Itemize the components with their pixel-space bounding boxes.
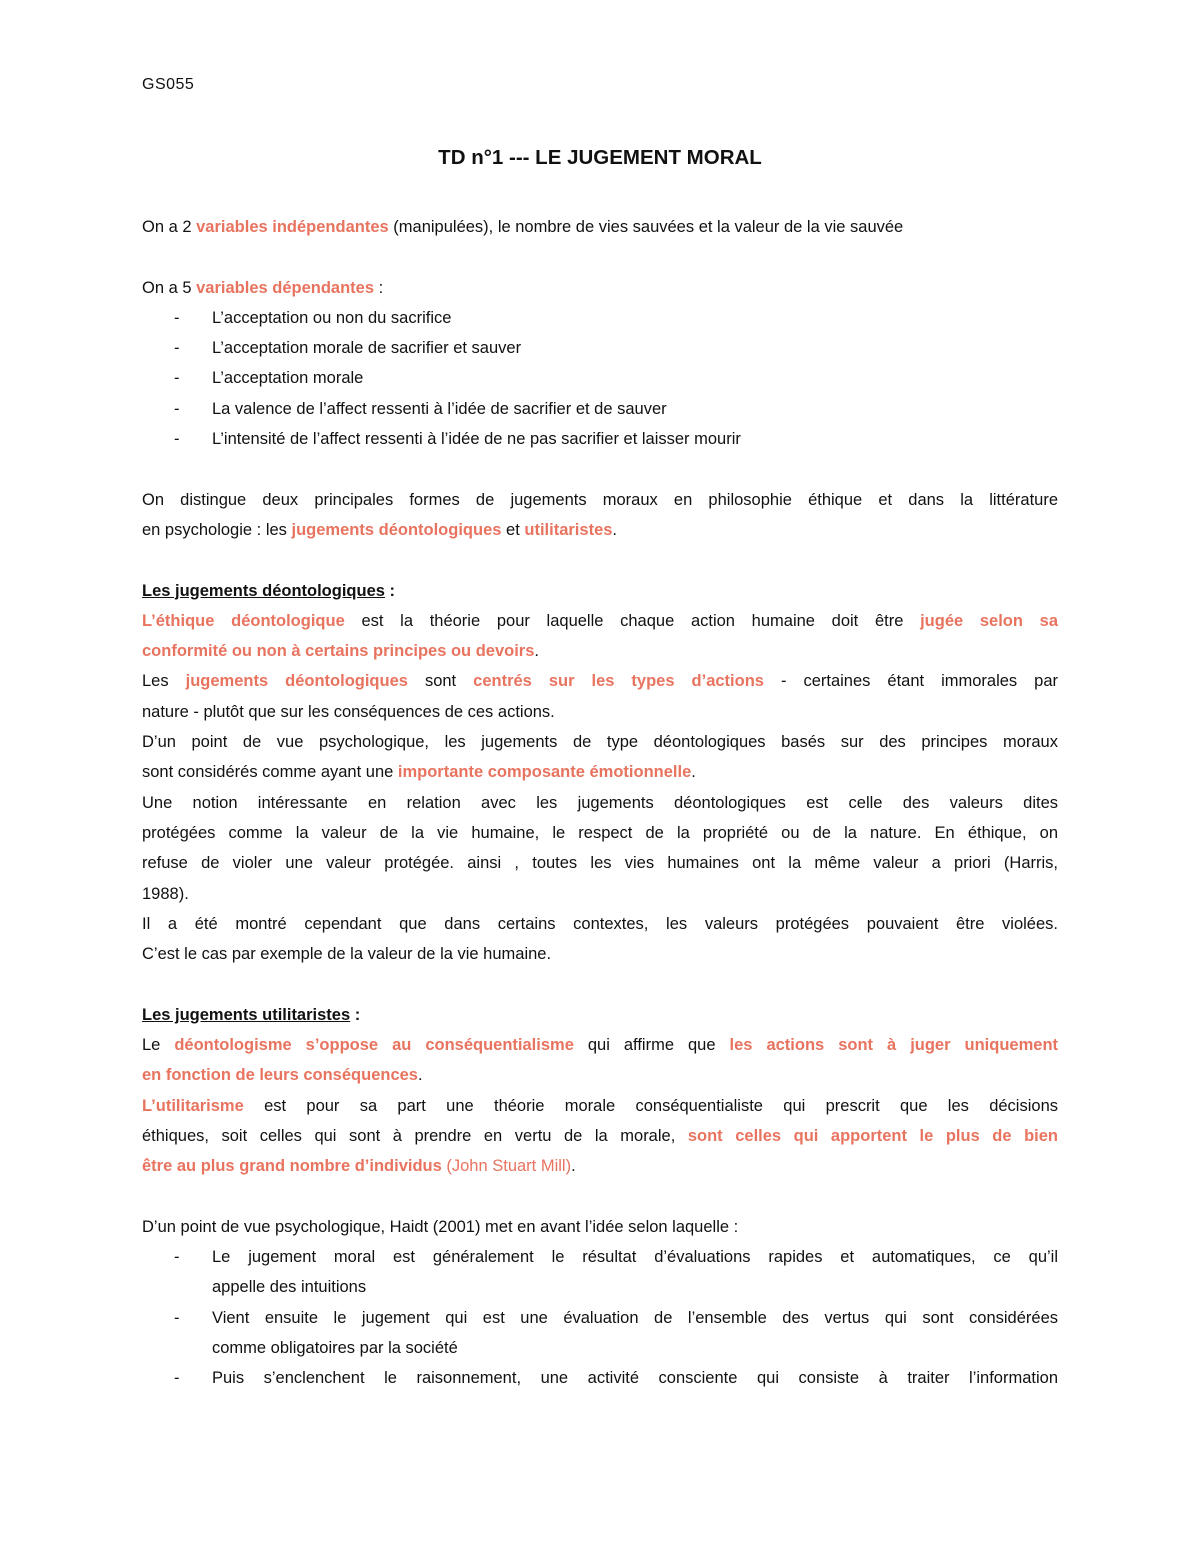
text: : (384, 581, 396, 600)
spacer (142, 454, 1058, 484)
section-heading-deontological (142, 576, 1058, 606)
spacer (142, 1182, 1058, 1212)
bullet-dash: - (174, 399, 180, 418)
list-item-text: L’intensité de l’affect ressenti à l’idée de ne pas sacrifier et laisser mourir (212, 430, 741, 449)
paragraph-line: 1988). (142, 884, 189, 903)
text: sont (407, 672, 474, 691)
text: . (417, 1066, 423, 1085)
document-body (142, 212, 1058, 1394)
spacer (142, 969, 1058, 999)
paragraph-line: D’un point de vue psychologique, Haidt (2001) met en avant l’idée selon laquelle : (142, 1217, 739, 1236)
list-item (142, 333, 1058, 363)
text: On a 5 (142, 278, 197, 297)
paragraph-line (142, 666, 1058, 696)
paragraph-line (142, 606, 1058, 636)
text: en psychologie : les (142, 520, 292, 539)
paragraph-line: C’est le cas par exemple de la valeur de la vie humaine. (142, 945, 552, 964)
paragraph-line (142, 1121, 1058, 1151)
text: et (501, 520, 525, 539)
paragraph-line: On distingue deux principales formes de jugements moraux en philosophie éthique et dans la littérature (142, 490, 1058, 509)
text: . (534, 642, 540, 661)
highlight: jugée selon sa (920, 611, 1058, 630)
list-item (142, 424, 1058, 454)
list-item (142, 1363, 1058, 1393)
bullet-dash: - (174, 308, 180, 327)
highlight: variables dépendantes (196, 278, 375, 297)
text: qui affirme que (573, 1036, 730, 1055)
highlight: déontologisme s’oppose au conséquentialisme (174, 1036, 574, 1055)
paragraph-line (142, 636, 1058, 666)
highlight: centrés sur les types d’actions (473, 672, 764, 691)
text: (manipulées), le nombre de vies sauvées et la valeur de la vie sauvée (388, 218, 904, 236)
list-item-text: L’acceptation morale (212, 369, 364, 388)
list-item-continuation: appelle des intuitions (212, 1278, 367, 1297)
heading-text: Les jugements déontologiques (142, 581, 385, 600)
list-item-text: L’acceptation morale de sacrifier et sauver (212, 339, 522, 358)
bullet-dash: - (174, 1369, 180, 1388)
paragraph-line (142, 1030, 1058, 1060)
heading-text: Les jugements utilitaristes (142, 1005, 351, 1024)
text: On a 2 (142, 218, 197, 236)
bullet-dash: - (174, 430, 180, 449)
highlight: être au plus grand nombre d’individus (142, 1157, 442, 1176)
independent-variables-line (142, 212, 1058, 242)
course-code: GS055 (142, 76, 195, 93)
highlight: jugements déontologiques (291, 520, 502, 539)
list-item (142, 363, 1058, 393)
spacer (142, 545, 1058, 575)
bullet-dash: - (174, 1308, 180, 1327)
bullet-dash: - (174, 1248, 180, 1267)
text: : (350, 1005, 361, 1024)
text: éthiques, soit celles qui sont à prendre en vertu de la morale, (142, 1126, 688, 1145)
highlight: utilitaristes (524, 520, 613, 539)
highlight: en fonction de leurs conséquences (142, 1066, 418, 1085)
list-item (142, 303, 1058, 333)
paragraph-line (142, 757, 1058, 787)
highlight: L’utilitarisme (142, 1096, 244, 1115)
text: . (612, 520, 618, 539)
paragraph-line: Il a été montré cependant que dans certains contextes, les valeurs protégées pouvaient être violées. (142, 914, 1058, 933)
text: Le (142, 1036, 175, 1055)
list-item-text: Vient ensuite le jugement qui est une évaluation de l’ensemble des vertus qui sont considérées (212, 1308, 1058, 1327)
list-item (142, 1303, 1058, 1333)
dependent-variables-line (142, 273, 1058, 303)
paragraph-line: refuse de violer une valeur protégée. ainsi , toutes les vies humaines ont la même valeur a priori (Harris, (142, 854, 1058, 873)
list-item-text: L’acceptation ou non du sacrifice (212, 308, 452, 327)
list-item (142, 394, 1058, 424)
text: est la théorie pour laquelle chaque action humaine doit être (344, 611, 921, 630)
highlight: conformité ou non à certains principes ou devoirs (142, 642, 535, 661)
highlight: jugements déontologiques (185, 672, 408, 691)
paragraph-line: Une notion intéressante en relation avec les jugements déontologiques est celle des valeurs dites (142, 793, 1058, 812)
text: - certaines étant immorales par (763, 672, 1058, 691)
text: . (691, 763, 696, 782)
paragraph-line (142, 1151, 1058, 1181)
citation: (John Stuart Mill) (441, 1157, 572, 1176)
highlight: variables indépendantes (196, 218, 389, 236)
text: : (374, 278, 384, 297)
paragraph-line (142, 1060, 1058, 1090)
text: est pour sa part une théorie morale conséquentialiste qui prescrit que les décisions (243, 1096, 1058, 1115)
text: . (571, 1157, 576, 1176)
page-title: TD n°1 --- LE JUGEMENT MORAL (438, 146, 762, 169)
paragraph-line: D’un point de vue psychologique, les jugements de type déontologiques basés sur des principes moraux (142, 733, 1058, 752)
spacer (142, 242, 1058, 272)
list-item-text: Puis s’enclenchent le raisonnement, une activité consciente qui consiste à traiter l’information (212, 1369, 1058, 1388)
section-heading-utilitarian (142, 1000, 1058, 1030)
bullet-dash: - (174, 369, 180, 388)
list-item (142, 1242, 1058, 1272)
paragraph-line: protégées comme la valeur de la vie humaine, le respect de la propriété ou de la nature. En éthique, on (142, 823, 1058, 842)
highlight: L’éthique déontologique (142, 611, 345, 630)
list-item-text: Le jugement moral est généralement le résultat d’évaluations rapides et automatiques, ce qu’il (212, 1248, 1058, 1267)
highlight: sont celles qui apportent le plus de bien (687, 1126, 1058, 1145)
paragraph-line (142, 1091, 1058, 1121)
highlight: les actions sont à juger uniquement (729, 1036, 1058, 1055)
paragraph-line: nature - plutôt que sur les conséquences de ces actions. (142, 702, 555, 721)
list-item-continuation: comme obligatoires par la société (212, 1338, 458, 1357)
list-item-text: La valence de l’affect ressenti à l’idée de sacrifier et de sauver (212, 399, 667, 418)
bullet-dash: - (174, 339, 180, 358)
paragraph-line (142, 515, 1058, 545)
text: Les (142, 672, 186, 691)
highlight: importante composante émotionnelle (397, 763, 692, 782)
text: sont considérés comme ayant une (142, 763, 398, 782)
